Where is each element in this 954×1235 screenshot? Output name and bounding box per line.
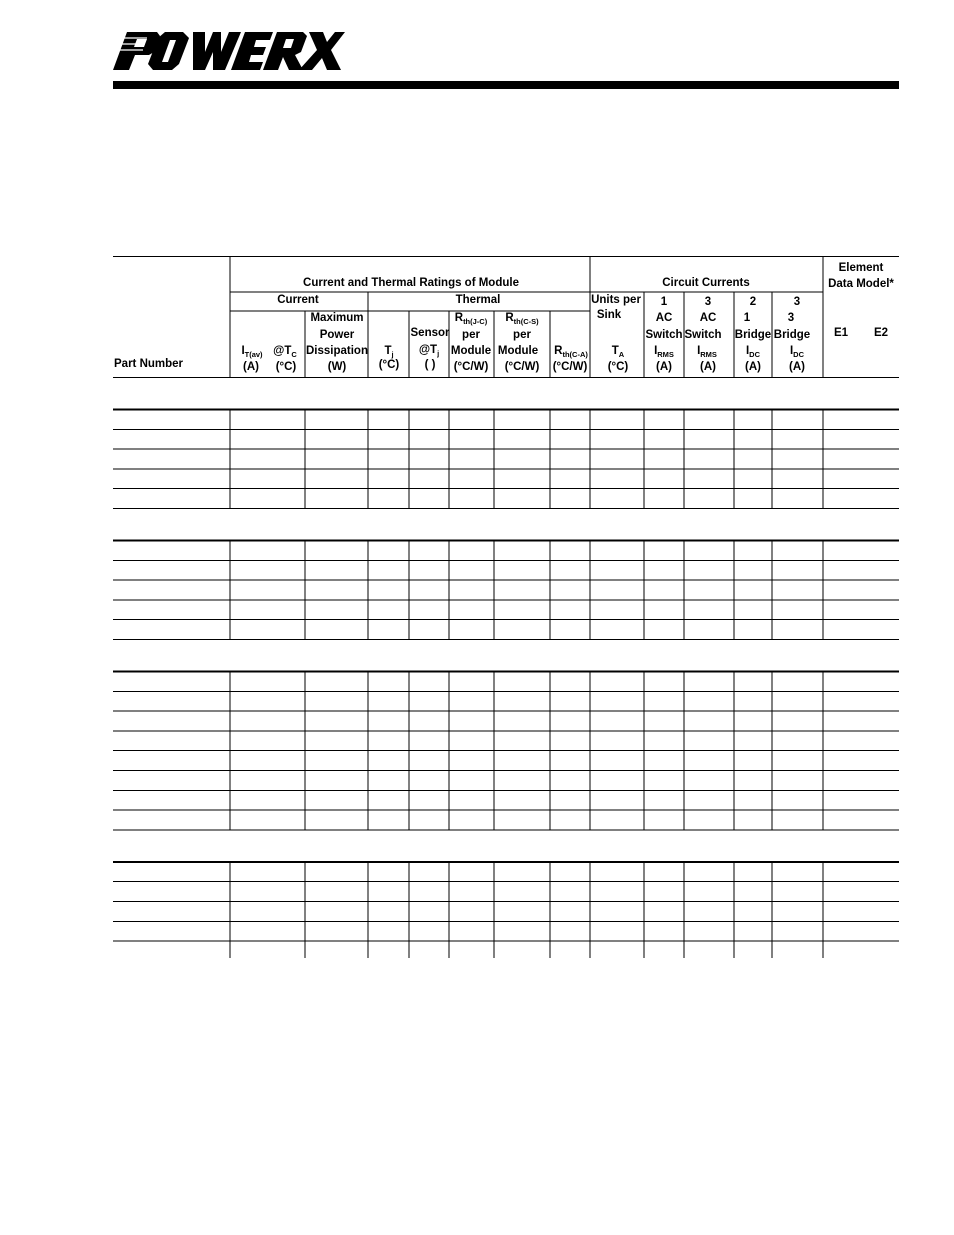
column-header-ac3-irms: $I_{RMS}$ — [697, 345, 717, 359]
column-header-rth-cs-unit: (°C/W) — [504, 361, 540, 373]
column-header-rth-cs-3: Module — [497, 345, 539, 357]
column-header-e2: E2 — [873, 327, 889, 339]
subgroup-header-thermal: Thermal — [455, 294, 501, 306]
column-header-ac1-unit: (A) — [656, 361, 672, 373]
column-header-bridge3-unit: (A) — [789, 361, 805, 373]
column-header-tj: $T_j$ — [384, 345, 394, 359]
group-header-circuit-currents: Circuit Currents — [662, 277, 750, 289]
subgroup-header-current: Current — [277, 294, 319, 306]
column-header-sensor-unit: ( ) — [424, 359, 436, 371]
column-header-ac3-2: AC — [699, 312, 717, 324]
column-header-max-power-2: Power — [319, 329, 355, 341]
column-header-bridge1-idc: $I_{DC}$ — [745, 345, 761, 359]
column-header-bridge3-1: 3 — [793, 296, 801, 308]
ratings-table — [113, 256, 899, 958]
column-header-e1: E1 — [833, 327, 849, 339]
group-header-module-ratings: Current and Thermal Ratings of Module — [303, 277, 519, 289]
column-header-sensor: Sensor — [410, 327, 450, 339]
column-header-rth-jc-3: Module — [450, 345, 492, 357]
column-header-bridge1-1: 2 — [749, 296, 757, 308]
column-header-at-tc-unit: (°C) — [275, 361, 297, 373]
column-header-max-power-1: Maximum — [310, 312, 364, 324]
column-header-it-av-unit: (A) — [243, 361, 259, 373]
column-header-ac3-1: 3 — [704, 296, 712, 308]
column-header-ac1-irms: $I_{RMS}$ — [654, 345, 674, 359]
subgroup-header-units-per-sink-2: Sink — [596, 309, 622, 321]
column-header-bridge1-3: Bridge — [734, 329, 772, 341]
powerex-logo-icon — [113, 30, 345, 72]
column-header-bridge3-idc: $I_{DC}$ — [789, 345, 805, 359]
column-header-bridge3-3: Bridge — [773, 329, 811, 341]
column-header-rth-cs: $R_{th(C-S)}$ — [505, 312, 539, 326]
header-rule — [113, 81, 899, 89]
column-header-rth-jc: $R_{th(J-C)}$ — [454, 312, 488, 326]
column-header-rth-jc-2: per — [462, 329, 480, 341]
column-header-ta-unit: (°C) — [607, 361, 629, 373]
column-header-part-number: Part Number — [114, 358, 184, 370]
column-header-ac1-1: 1 — [660, 296, 668, 308]
column-header-bridge3-2: 3 — [787, 312, 795, 324]
column-header-ac3-3: Switch — [684, 329, 722, 341]
column-header-ta: $T_A$ — [611, 345, 625, 359]
ratings-table-grid — [113, 256, 899, 958]
column-header-bridge1-2: 1 — [743, 312, 751, 324]
column-header-ac3-unit: (A) — [700, 361, 716, 373]
column-header-rth-jc-unit: (°C/W) — [453, 361, 489, 373]
column-header-rth-ca: $R_{th(C-A)}$ — [554, 345, 588, 359]
group-header-element-model-2: Data Model* — [828, 278, 894, 290]
column-header-max-power-unit: (W) — [327, 361, 347, 373]
column-header-rth-ca-unit: (°C/W) — [552, 361, 588, 373]
subgroup-header-units-per-sink-1: Units per — [591, 294, 641, 306]
column-header-max-power-3: Dissipation — [306, 345, 368, 357]
column-header-sensor-tj: $@T_j$ — [418, 344, 440, 358]
column-header-ac1-3: Switch — [645, 329, 683, 341]
group-header-element-model-1: Element — [838, 262, 884, 274]
column-header-tj-unit: (°C) — [378, 359, 400, 371]
column-header-rth-cs-2: per — [513, 329, 531, 341]
column-header-at-tc: $@T_C$ — [273, 345, 297, 359]
column-header-it-av: $I_{T(av)}$ — [241, 345, 263, 359]
column-header-ac1-2: AC — [655, 312, 673, 324]
column-header-bridge1-unit: (A) — [745, 361, 761, 373]
